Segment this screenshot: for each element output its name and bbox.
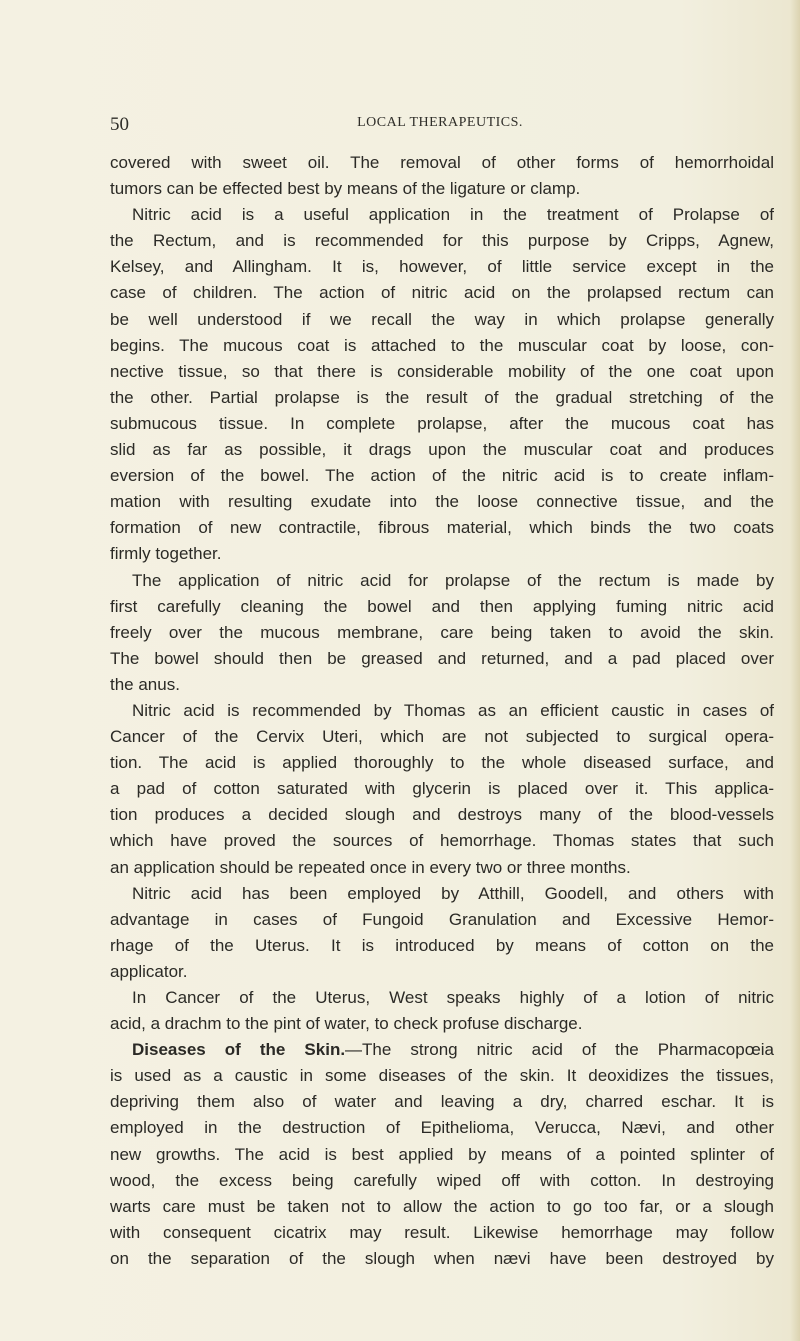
text-line: The bowel should then be greased and returned, and a pad placed over (110, 648, 774, 668)
text-line: wood, the excess being carefully wiped off with cotton. In destroying (110, 1170, 774, 1190)
section-heading-line (110, 1037, 774, 1063)
text-line: a pad of cotton saturated with glycerin is placed over it. This applica- (110, 779, 774, 799)
text-line: is used as a caustic in some diseases of the skin. It deoxidizes the tissues, (110, 1066, 774, 1086)
text-line: rhage of the Uterus. It is introduced by means of cotton on the (110, 935, 774, 955)
text-line: nective tissue, so that there is considerable mobility of the one coat upon (110, 361, 774, 381)
text-line: freely over the mucous membrane, care being taken to avoid the skin. (110, 622, 774, 642)
text-line: an application should be repeated once in every two or three months. (110, 857, 631, 877)
text-line: eversion of the bowel. The action of the nitric acid is to create inflam- (110, 466, 774, 486)
text-line: —The strong nitric acid of the Pharmacopœia (345, 1040, 774, 1060)
page-header (110, 114, 770, 140)
text-line: which have proved the sources of hemorrhage. Thomas states that such (110, 831, 774, 851)
section-heading: Diseases of the Skin. (132, 1040, 346, 1060)
text-line: covered with sweet oil. The removal of other forms of hemorrhoidal (110, 153, 774, 172)
text-line: formation of new contractile, fibrous material, which binds the two coats (110, 518, 774, 538)
text-line: Kelsey, and Allingham. It is, however, of little service except in the (110, 257, 774, 277)
body-text (110, 150, 774, 1272)
text-line: begins. The mucous coat is attached to the muscular coat by loose, con- (110, 335, 774, 355)
text-line: mation with resulting exudate into the loose connective tissue, and the (110, 492, 774, 512)
text-line: The application of nitric acid for prolapse of the rectum is made by (132, 570, 774, 590)
text-line: Nitric acid is recommended by Thomas as an efficient caustic in cases of (132, 700, 774, 720)
text-line: tion. The acid is applied thoroughly to the whole diseased surface, and (110, 753, 774, 773)
text-line: the other. Partial prolapse is the result of the gradual stretching of the (110, 387, 774, 407)
text-line: advantage in cases of Fungoid Granulation and Excessive Hemor- (110, 909, 774, 929)
running-head: LOCAL THERAPEUTICS. (357, 115, 523, 130)
text-line: with consequent cicatrix may result. Likewise hemorrhage may follow (110, 1222, 774, 1242)
text-line: new growths. The acid is best applied by means of a pointed splinter of (110, 1144, 774, 1164)
text-line: the Rectum, and is recommended for this purpose by Cripps, Agnew, (110, 231, 774, 251)
text-line: Cancer of the Cervix Uteri, which are not subjected to surgical opera- (110, 727, 774, 747)
text-line: submucous tissue. In complete prolapse, after the mucous coat has (110, 413, 774, 433)
text-line: tion produces a decided slough and destroys many of the blood-vessels (110, 805, 774, 825)
text-line: on the separation of the slough when nævi have been destroyed by (110, 1248, 774, 1268)
text-line: case of children. The action of nitric acid on the prolapsed rectum can (110, 283, 774, 303)
text-line: tumors can be effected best by means of the ligature or clamp. (110, 179, 581, 199)
text-line: the anus. (110, 674, 180, 694)
text-line: In Cancer of the Uterus, West speaks highly of a lotion of nitric (132, 988, 774, 1007)
text-line: first carefully cleaning the bowel and then applying fuming nitric acid (110, 596, 774, 616)
text-line: firmly together. (110, 544, 222, 564)
text-line: warts care must be taken not to allow the action to go too far, or a slough (110, 1196, 774, 1216)
text-line: Nitric acid is a useful application in the treatment of Prolapse of (132, 205, 774, 225)
text-line: depriving them also of water and leaving a dry, charred eschar. It is (110, 1092, 774, 1112)
page-number: 50 (110, 114, 129, 135)
text-line: applicator. (110, 961, 188, 981)
text-line: slid as far as possible, it drags upon the muscular coat and produces (110, 440, 774, 460)
text-line: Nitric acid has been employed by Atthill, Goodell, and others with (132, 883, 774, 903)
page-edge-shading (790, 0, 800, 1341)
text-line: employed in the destruction of Epithelioma, Verucca, Nævi, and other (110, 1118, 774, 1138)
text-line: be well understood if we recall the way in which prolapse generally (110, 309, 774, 329)
text-line: acid, a drachm to the pint of water, to check profuse discharge. (110, 1014, 583, 1034)
